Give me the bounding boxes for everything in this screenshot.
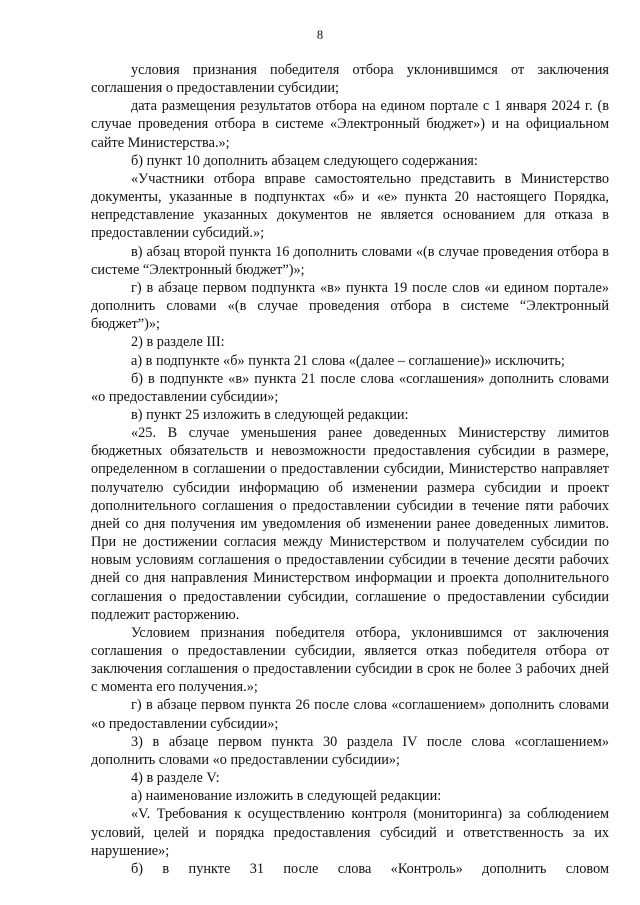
document-body	[91, 61, 609, 878]
paragraph: 3) в абзаце первом пункта 30 раздела IV после слова «соглашением» дополнить словами «о предоставлении субсидии»;	[91, 733, 609, 768]
paragraph: 2) в разделе III:	[131, 334, 225, 351]
paragraph: г) в абзаце первом подпункта «в» пункта 19 после слов «и едином портале» дополнить словами «(в случае проведения отбора в системе “Электронный бюджет”)»;	[91, 279, 609, 333]
paragraph: условия признания победителя отбора уклонившимся от заключения соглашения о предоставлении субсидии;	[91, 62, 609, 97]
paragraph: Условием признания победителя отбора, уклонившимся от заключения соглашения о предоставлении субсидии, является отказ победителя отбора от заключения соглашения о предоставлении субсидии в срок не более 3 рабочих дней с момента его получения.»;	[91, 624, 609, 696]
paragraph: б) в пункте 31 после слова «Контроль» дополнить словом	[131, 860, 609, 877]
paragraph: а) в подпункте «б» пункта 21 слова «(далее – соглашение)» исключить;	[131, 352, 565, 369]
paragraph: «V. Требования к осуществлению контроля (мониторинга) за соблюдением условий, целей и порядка предоставления субсидий и ответственность за их нарушение»;	[91, 806, 609, 859]
paragraph: в) абзац второй пункта 16 дополнить словами «(в случае проведения отбора в системе “Электронный бюджет”)»;	[91, 243, 609, 278]
paragraph: «Участники отбора вправе самостоятельно представить в Министерство документы, указанные в подпунктах «б» и «е» пункта 20 настоящего Порядка, непредставление указанных документов не является основанием для отказа в предоставлении субсидий.»;	[91, 170, 609, 242]
paragraph: г) в абзаце первом пункта 26 после слова «соглашением» дополнить словами «о предоставлении субсидии»;	[91, 697, 609, 732]
paragraph: б) в подпункте «в» пункта 21 после слова «соглашения» дополнить словами «о предоставлении субсидии»;	[91, 370, 609, 405]
paragraph: б) пункт 10 дополнить абзацем следующего содержания:	[131, 152, 478, 169]
paragraph: дата размещения результатов отбора на едином портале с 1 января 2024 г. (в случае проведения отбора в системе «Электронный бюджет») и на официальном сайте Министерства.»;	[91, 98, 609, 151]
paragraph: 4) в разделе V:	[131, 770, 220, 787]
paragraph: в) пункт 25 изложить в следующей редакции:	[131, 406, 409, 423]
paragraph: а) наименование изложить в следующей редакции:	[131, 788, 442, 805]
page-number: 8	[316, 28, 324, 42]
paragraph: «25. В случае уменьшения ранее доведенных Министерству лимитов бюджетных обязательств и невозможности предоставления субсидии в размере, определенном в соглашении о предоставлении субсидии, Министерство направляет получателю субсидии информацию об изменении размера субсидии и проект дополнительного соглашения о предоставлении субсидии в течение пяти рабочих дней со дня получения им уведомления об изменении ранее доведенных лимитов. При не достижении согласия между Министерством и получателем субсидии по новым условиям соглашения о предоставлении субсидии в течение десяти рабочих дней со дня направления Министерством информации и проекта дополнительного соглашения о предоставлении субсидии, соглашение о предоставлении субсидии подлежит расторжению.	[91, 425, 609, 623]
